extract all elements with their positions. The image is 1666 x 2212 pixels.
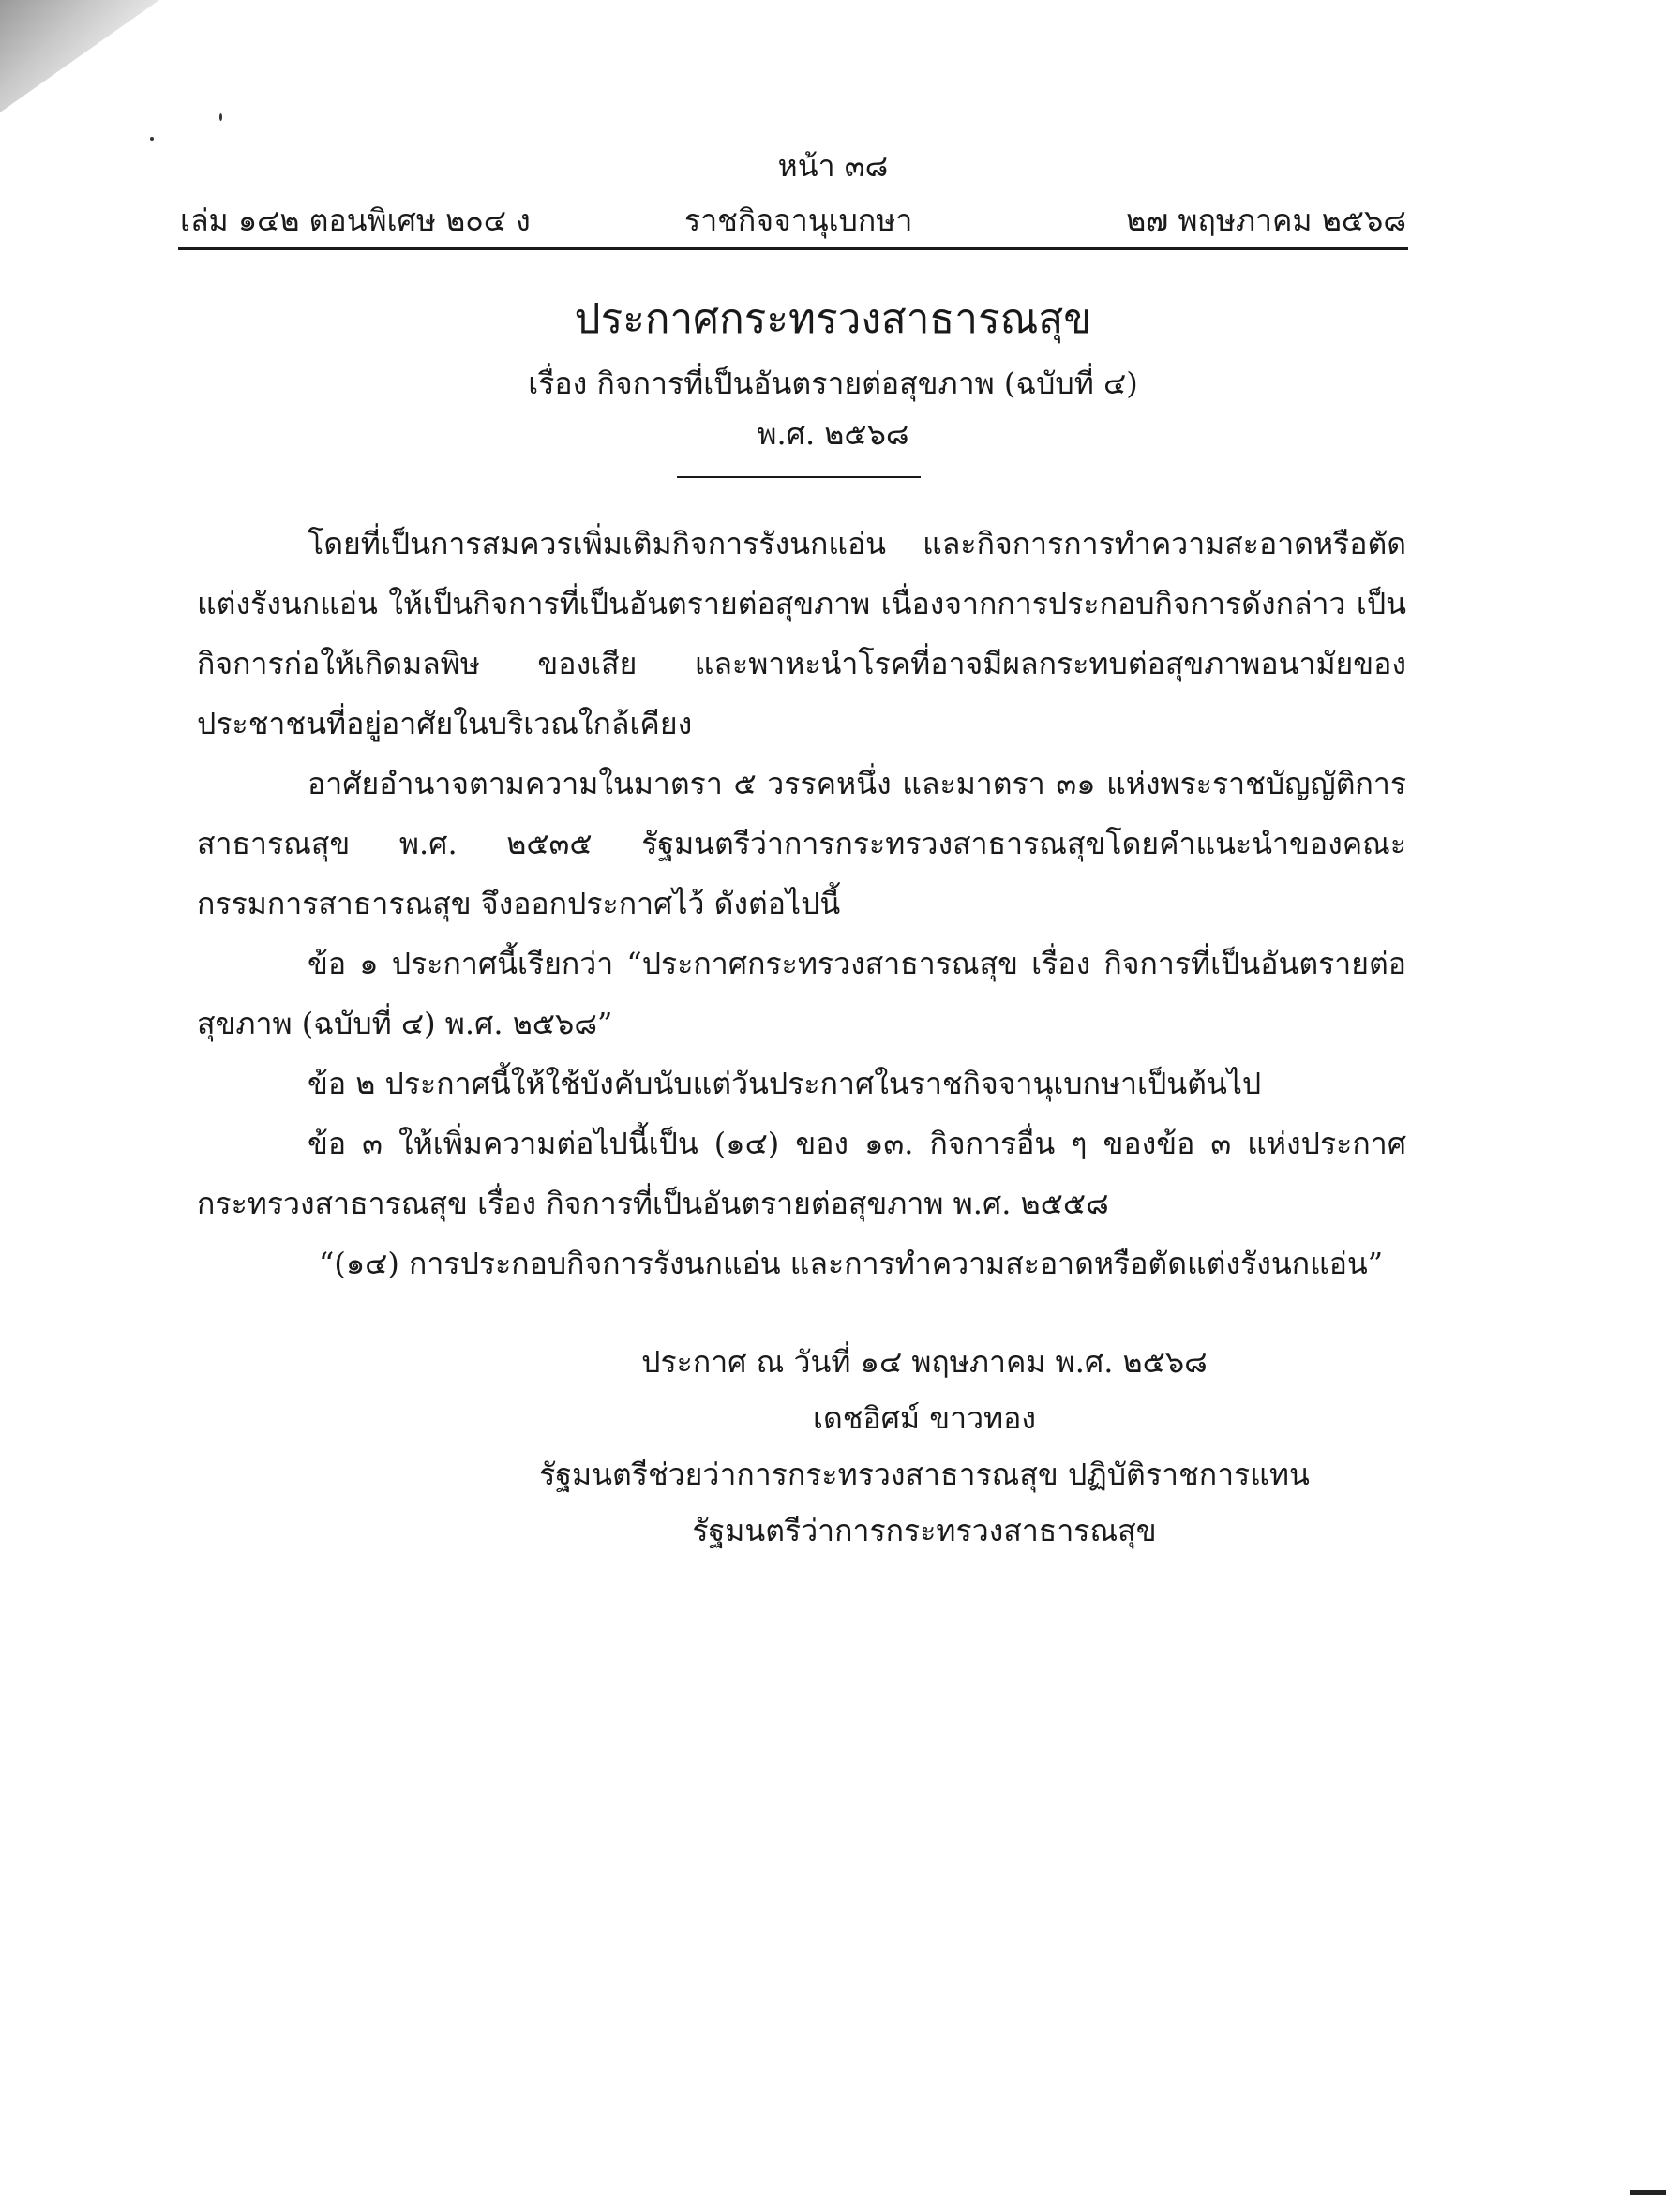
volume-issue: เล่ม ๑๔๒ ตอนพิเศษ ๒๐๔ ง bbox=[180, 202, 531, 238]
announcement-year: พ.ศ. ๒๕๖๘ bbox=[757, 416, 909, 452]
scan-speck bbox=[219, 113, 222, 121]
gazette-name: ราชกิจจานุเบกษา bbox=[684, 202, 913, 238]
scan-speck bbox=[150, 137, 154, 141]
signatory-position-on-behalf: รัฐมนตรีว่าการกระทรวงสาธารณสุข bbox=[692, 1513, 1157, 1548]
clause-3: ข้อ ๓ ให้เพิ่มความต่อไปนี้เป็น (๑๔) ของ ๑๓. กิจการอื่น ๆ ของข้อ ๓ แห่งประกาศกระทรวงสาธารณสุข เรื่อง กิจการที่เป็นอันตรายต่อสุขภาพ พ.ศ. ๒๕๕๘ bbox=[197, 1126, 1406, 1221]
preamble-paragraph: โดยที่เป็นการสมควรเพิ่มเติมกิจการรังนกแอ่น และกิจการการทำความสะอาดหรือตัดแต่งรังนกแอ่น ให้เป็นกิจการที่เป็นอันตรายต่อสุขภาพ เนื่องจากการประกอบกิจการดังกล่าว เป็นกิจการก่อให้เกิดมลพิษ ของเสีย และพาหะนำโรคที่อาจมีผลกระทบต่อสุขภาพอนามัยของประชาชนที่อยู่อาศัยในบริเวณใกล้เคียง bbox=[197, 526, 1406, 741]
clause-2: ข้อ ๒ ประกาศนี้ให้ใช้บังคับนับแต่วันประกาศในราชกิจจานุเบกษาเป็นต้นไป bbox=[308, 1066, 1262, 1101]
clause-1: ข้อ ๑ ประกาศนี้เรียกว่า “ประกาศกระทรวงสาธารณสุข เรื่อง กิจการที่เป็นอันตรายต่อสุขภาพ (ฉบับที่ ๔) พ.ศ. ๒๕๖๘” bbox=[197, 946, 1406, 1041]
announcement-title: ประกาศกระทรวงสาธารณสุข bbox=[574, 295, 1092, 343]
scan-edge-mark bbox=[1630, 2190, 1666, 2195]
publication-date: ๒๗ พฤษภาคม ๒๕๖๘ bbox=[1126, 202, 1406, 238]
gazette-header bbox=[180, 197, 1406, 244]
signatory-position: รัฐมนตรีช่วยว่าการกระทรวงสาธารณสุข ปฏิบัติราชการแทน bbox=[539, 1457, 1310, 1492]
announcement-body bbox=[197, 514, 1406, 1293]
header-divider bbox=[178, 247, 1408, 250]
title-divider bbox=[677, 476, 921, 478]
signature-date: ประกาศ ณ วันที่ ๑๔ พฤษภาคม พ.ศ. ๒๕๖๘ bbox=[641, 1344, 1208, 1380]
inserted-text: “(๑๔) การประกอบกิจการรังนกแอ่น และการทำความสะอาดหรือตัดแต่งรังนกแอ่น” bbox=[319, 1246, 1384, 1281]
scan-corner-shadow bbox=[0, 0, 159, 112]
announcement-subject: เรื่อง กิจการที่เป็นอันตรายต่อสุขภาพ (ฉบับที่ ๔) bbox=[528, 366, 1138, 401]
page-number: หน้า ๓๘ bbox=[777, 148, 889, 184]
authority-paragraph: อาศัยอำนาจตามความในมาตรา ๕ วรรคหนึ่ง และมาตรา ๓๑ แห่งพระราชบัญญัติการสาธารณสุข พ.ศ. ๒๕๓๕ รัฐมนตรีว่าการกระทรวงสาธารณสุขโดยคำแนะนำของคณะกรรมการสาธารณสุข จึงออกประกาศไว้ ดังต่อไปนี้ bbox=[197, 766, 1406, 921]
signatory-name: เดชอิศม์ ขาวทอง bbox=[813, 1400, 1036, 1436]
